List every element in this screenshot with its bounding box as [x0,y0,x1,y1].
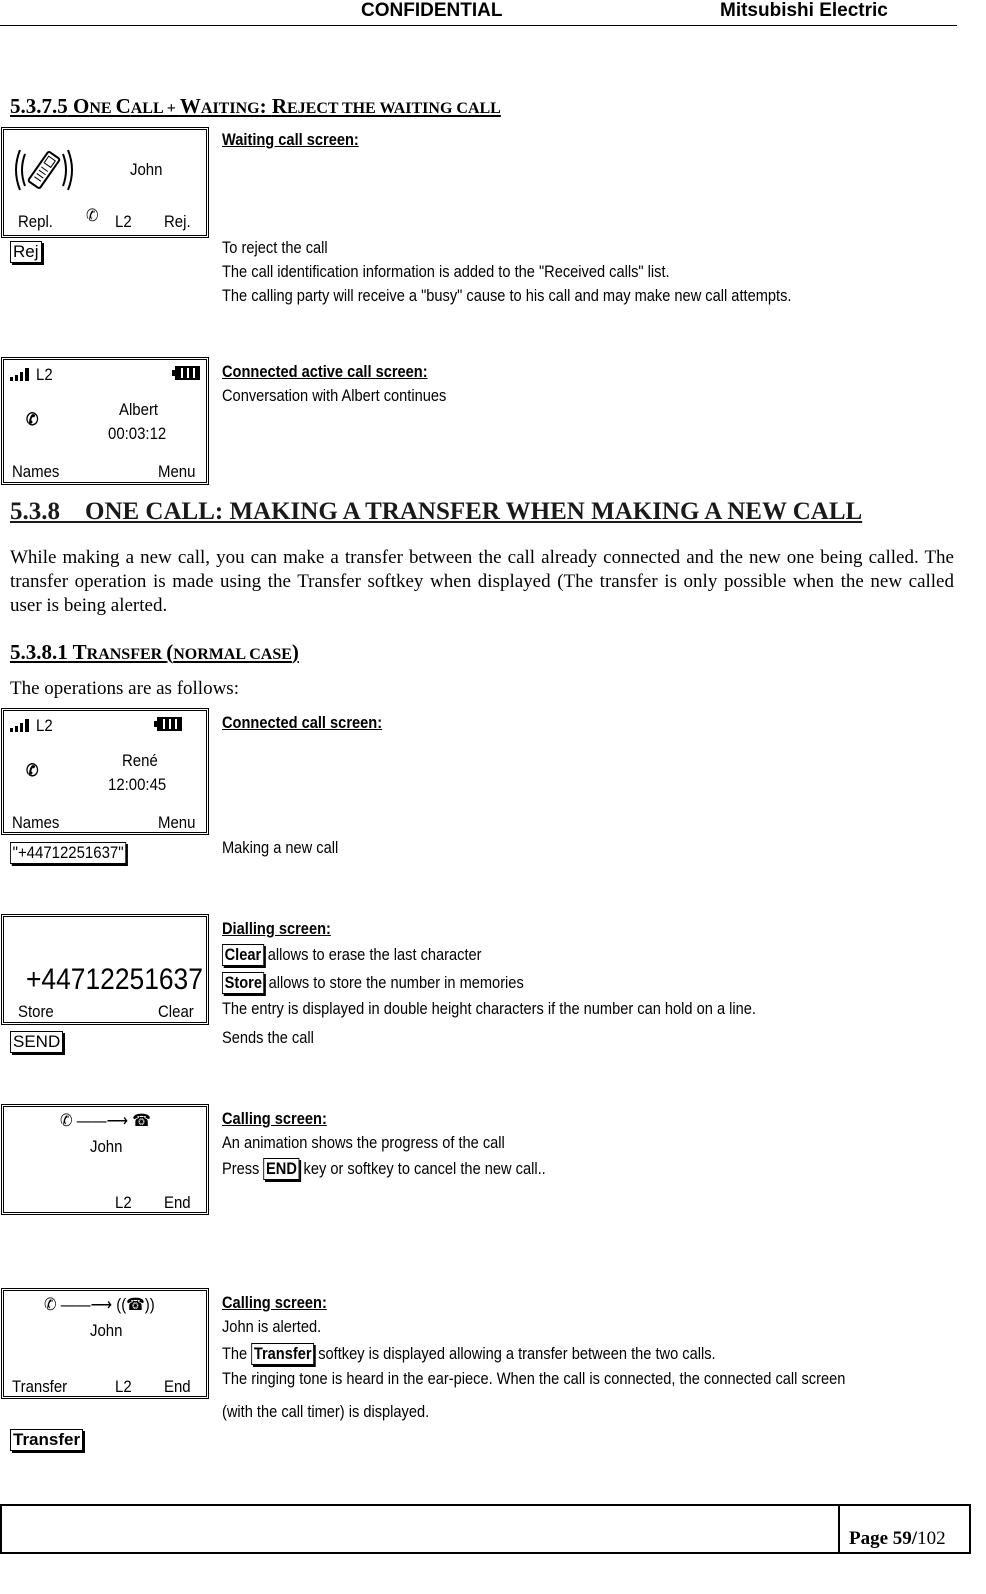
screen5-desc-2: Press END key or softkey to cancel the new call.. [222,1159,546,1178]
rej-desc-3: The calling party will receive a "busy" cause to his call and may make new call attempts. [222,286,792,305]
screen6-desc-2: The Transfer softkey is displayed allowing a transfer between the two calls. [222,1344,716,1363]
handset-icon: ✆ [26,761,39,780]
section-538-paragraph: While making a new call, you can make a transfer between the call already connected and the new one being called. The transfer operation is made using the Transfer softkey when displayed (The transfer is only possible when the new called user is being alerted. [10,547,954,616]
phone-screen-dialling [1,914,209,1025]
softkey-rej[interactable]: Rej. [164,212,191,231]
battery-icon [154,717,182,731]
rej-desc-1: To reject the call [222,238,328,257]
line-indicator: L2 [115,1193,132,1212]
softkey-repl[interactable]: Repl. [18,212,53,231]
handset-icon: ✆ [86,206,99,225]
battery-icon [172,366,200,380]
screen3-title: Connected call screen: [222,713,383,732]
softkey-names[interactable]: Names [12,462,60,481]
caller-name: John [130,160,163,179]
softkey-clear[interactable]: Clear [158,1002,194,1021]
screen2-desc: Conversation with Albert continues [222,386,447,405]
screen6-title: Calling screen: [222,1293,327,1312]
softkey-names[interactable]: Names [12,813,60,832]
header-confidential: CONFIDENTIAL [361,0,503,21]
page-number: Page 59/102 [849,1528,946,1549]
send-key[interactable]: SEND [10,1031,63,1053]
call-time: 12:00:45 [108,775,167,794]
softkey-store[interactable]: Store [18,1002,54,1021]
screen2-title: Connected active call screen: [222,362,428,381]
screen5-desc-1: An animation shows the progress of the call [222,1133,505,1152]
phone-screen-connected-active [1,357,209,485]
transfer-key-inline[interactable]: Transfer [251,1343,314,1365]
call-progress-animation: ✆ ——⟶ ☎ [60,1111,151,1130]
dialled-number: +44712251637 [26,963,203,996]
heading-5375: 5.3.7.5 ONE CALL + WAITING: REJECT THE WAITING CALL [10,94,501,118]
called-name: John [90,1321,123,1340]
screen6-desc-4: (with the call timer) is displayed. [222,1402,430,1421]
heading-538: 5.3.8 ONE CALL: MAKING A TRANSFER WHEN MAKING A NEW CALL [10,498,863,525]
ringing-phone-icon [12,144,76,196]
header-company: Mitsubishi Electric [720,0,888,21]
softkey-end[interactable]: End [164,1377,191,1396]
softkey-menu[interactable]: Menu [158,813,196,832]
clear-key[interactable]: Clear [222,944,264,966]
signal-icon [10,718,32,732]
clear-line: Clear allows to erase the last character [222,944,482,966]
phone-screen-waiting-call [1,127,209,238]
phone-screen-connected [1,708,209,835]
phone-screen-calling [1,1104,209,1215]
line-indicator: L2 [36,716,53,735]
screen6-desc-3: The ringing tone is heard in the ear-piece. When the call is connected, the connected call screen [222,1369,846,1388]
store-key[interactable]: Store [222,972,265,994]
line-indicator: L2 [36,365,53,384]
store-line: Store allows to store the number in memories [222,972,524,994]
operations-intro: The operations are as follows: [10,678,239,699]
header-rule [0,25,957,26]
line-indicator: L2 [115,1377,132,1396]
footer-divider [838,1506,840,1552]
handset-icon: ✆ [26,410,39,429]
send-desc: Sends the call [222,1028,314,1047]
call-progress-animation: ✆ ——⟶ ((☎)) [44,1295,155,1314]
number-key-entry[interactable]: "+44712251637" [10,842,126,864]
rej-desc-2: The call identification information is added to the "Received calls" list. [222,262,670,281]
screen1-title: Waiting call screen: [222,130,359,149]
dial-note: The entry is displayed in double height characters if the number can hold on a line. [222,999,756,1018]
phone-screen-calling-alerted [1,1288,209,1399]
screen6-desc-1: John is alerted. [222,1317,322,1336]
line-indicator: L2 [115,212,132,231]
call-timer: 00:03:12 [108,424,167,443]
transfer-key[interactable]: Transfer [10,1429,83,1451]
number-desc: Making a new call [222,838,339,857]
softkey-end[interactable]: End [164,1193,191,1212]
softkey-transfer[interactable]: Transfer [12,1377,68,1396]
end-key[interactable]: END [263,1158,299,1180]
heading-5381: 5.3.8.1 TRANSFER (NORMAL CASE) [10,640,299,664]
footer [0,1504,971,1554]
softkey-menu[interactable]: Menu [158,462,196,481]
caller-name: René [122,751,158,770]
signal-icon [10,367,32,381]
called-name: John [90,1137,123,1156]
caller-name: Albert [119,400,159,419]
screen5-title: Calling screen: [222,1109,327,1128]
rej-key[interactable]: Rej [10,241,42,263]
screen4-title: Dialling screen: [222,919,331,938]
